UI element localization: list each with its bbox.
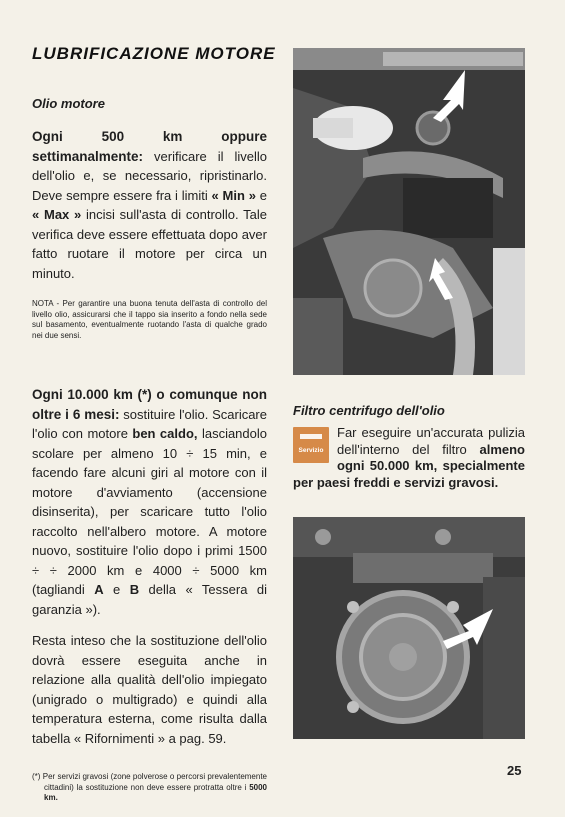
filter-text-a: Far eseguire un'accurata pulizia dell'interno del filtro <box>337 425 525 457</box>
section-heading-filtro: Filtro centrifugo dell'olio <box>293 403 445 418</box>
weekly-check-text-a: verificare il livello dell'olio e, se necessario, ripristinarlo. Deve sempre essere fra i limiti <box>32 148 267 203</box>
weekly-check-and: e <box>255 187 267 203</box>
coupon-b: B <box>129 582 140 597</box>
oil-change-text-a: sostituire l'olio. Scaricare l'olio con motore <box>32 406 267 441</box>
page-number: 25 <box>507 763 522 778</box>
footnote-bold: 5000 km. <box>44 782 267 802</box>
paragraph-oil-quality: Resta inteso che la sostituzione dell'olio dovrà essere eseguita anche in relazione alla qualità dell'olio impiegato (unigrado o multigrado) e quindi alla temperatura esterna, come risulta dalla tabella « Rifornimenti » a pag. 59. <box>32 633 267 746</box>
right-column-lower <box>293 517 525 739</box>
page-title: LUBRIFICAZIONE MOTORE <box>32 44 276 63</box>
left-column <box>32 96 267 812</box>
oil-change-and: e <box>103 582 130 597</box>
service-badge-label: Servizio <box>298 447 324 454</box>
min-mark: « Min » <box>211 187 256 203</box>
weekly-check-lead: Ogni 500 km oppure settimanalmente: <box>32 129 267 164</box>
paragraph-weekly-check <box>32 127 267 283</box>
engine-photo-dipstick <box>293 48 525 375</box>
max-mark: « Max » <box>32 207 82 222</box>
section-heading-olio-motore: Olio motore <box>32 96 105 111</box>
oil-change-lead: Ogni 10.000 km (*) o comunque non oltre i 6 mesi: <box>32 387 267 422</box>
oil-change-text-c: della « Tessera di garanzia »). <box>32 582 267 617</box>
coupon-a: A <box>94 582 104 597</box>
footnote-text: (*) Per servizi gravosi (zone polverose o percorsi prevalentemente cittadini) la sostituzione non deve essere protratta oltre i <box>32 772 267 792</box>
oil-change-hot: ben caldo, <box>132 426 198 441</box>
right-column <box>293 48 525 375</box>
footnote <box>32 772 267 804</box>
paragraph-oil-change <box>32 385 267 619</box>
service-badge <box>293 427 329 463</box>
weekly-check-text-b: incisi sull'asta di controllo. Tale verifica deve essere effettuata dopo aver fatto ruotare il motore per circa un minuto. <box>32 207 267 281</box>
engine-photo-filter <box>293 517 525 739</box>
brand-logo-icon <box>300 434 322 439</box>
note-dipstick: NOTA - Per garantire una buona tenuta dell'asta di controllo del livello olio, assicurarsi che il tappo sia inserito a fondo nella sede sul basamento, eventualmente ruotando l'asta di qualche grado nei due sensi. <box>32 299 267 340</box>
engine-illustration-filter <box>293 517 525 739</box>
filter-text-bold: almeno ogni 50.000 km, specialmente per paesi freddi e servizi gravosi. <box>293 441 525 490</box>
oil-change-text-b: lasciandolo scolare per almeno 10 ÷ 15 min, e facendo fare alcuni giri al motore con il motore d'avviamento (accensione disinserita), per scaricare tutto l'olio raccolto nell'albero motore. A motore nuovo, sostituire l'olio dopo i primi 1500 ÷ ÷ 2000 km e 4000 ÷ 5000 km (tagliandi <box>32 426 267 597</box>
engine-illustration-top <box>293 48 525 375</box>
filter-section <box>293 425 525 491</box>
